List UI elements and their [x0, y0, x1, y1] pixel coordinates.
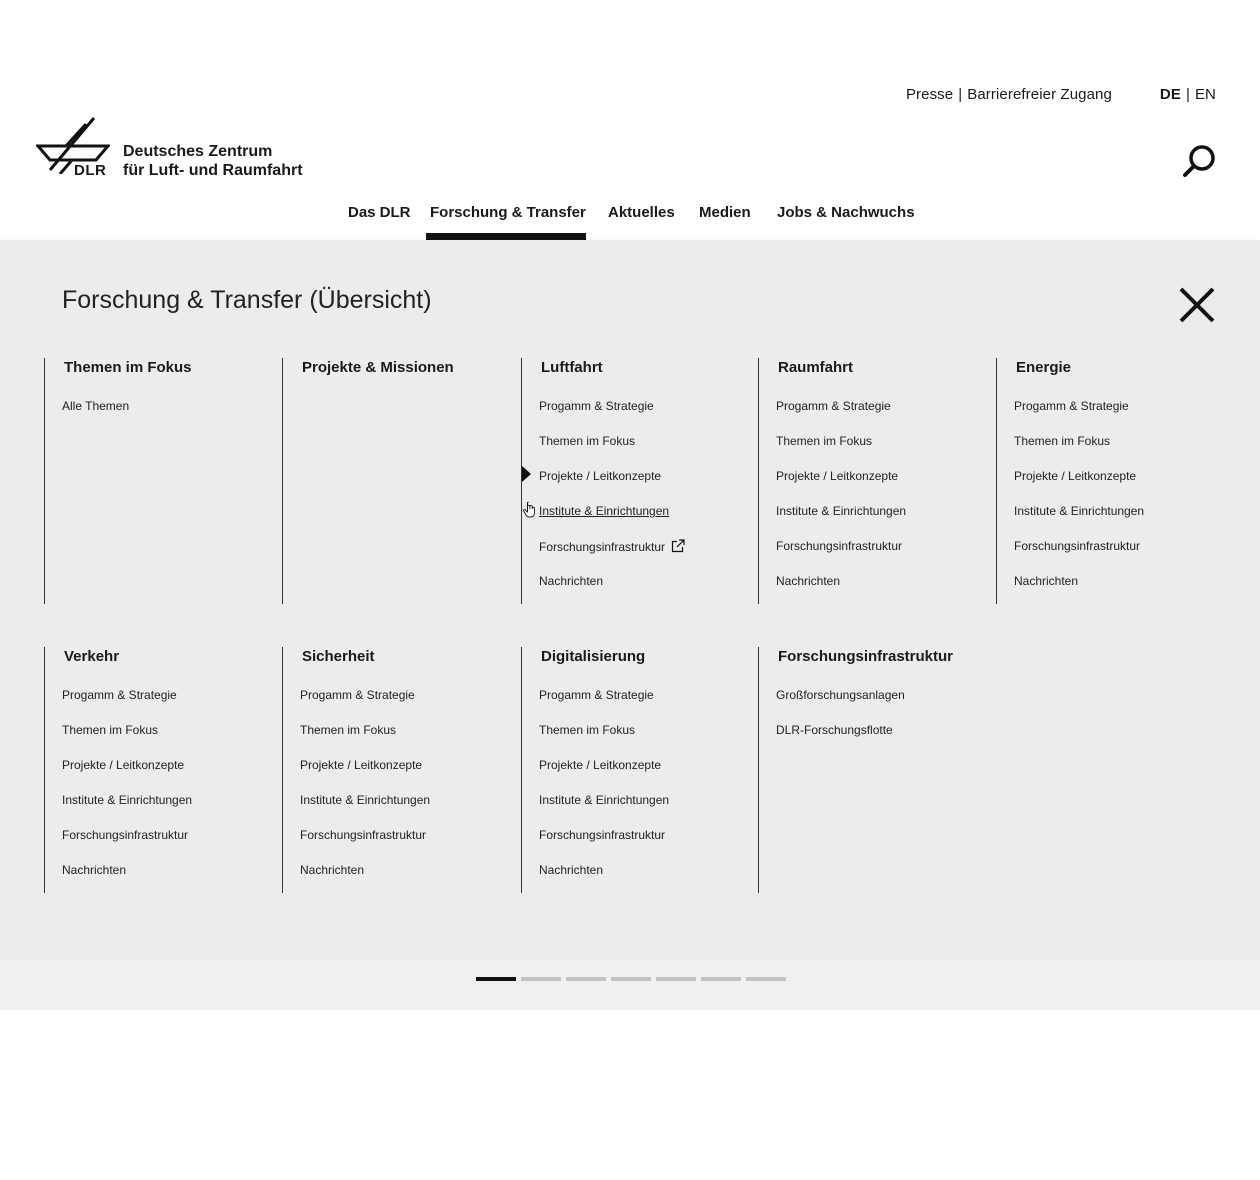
accessibility-link[interactable]: Barrierefreier Zugang	[967, 86, 1112, 103]
utility-bar	[906, 86, 1216, 103]
menu-link[interactable]	[539, 863, 741, 898]
menu-link[interactable]	[539, 539, 741, 574]
menu-column	[521, 647, 741, 893]
menu-link-label: Progamm & Strategie	[776, 399, 891, 413]
pager-dot[interactable]	[476, 977, 516, 981]
menu-link[interactable]	[539, 793, 741, 828]
menu-link[interactable]	[62, 758, 264, 793]
menu-link-label: Themen im Fokus	[539, 434, 636, 448]
menu-link-label: Progamm & Strategie	[300, 688, 415, 702]
menu-link-label: Forschungsinfrastruktur	[1014, 539, 1141, 553]
menu-link-label: DLR-Forschungsflotte	[776, 723, 893, 737]
menu-column	[758, 647, 978, 893]
dlr-logo[interactable]	[36, 116, 326, 182]
menu-column-list	[283, 688, 502, 898]
utility-separator: |	[958, 86, 963, 103]
menu-link-label: Progamm & Strategie	[539, 399, 654, 413]
nav-jobs-nachwuchs[interactable]: Jobs & Nachwuchs	[777, 204, 915, 221]
menu-link-label: Institute & Einrichtungen	[300, 793, 431, 807]
menu-link[interactable]	[1014, 574, 1216, 609]
main-navigation	[0, 204, 1260, 240]
menu-link-label: Forschungsinfrastruktur	[62, 828, 189, 842]
menu-link[interactable]	[776, 574, 978, 609]
menu-link[interactable]	[300, 723, 502, 758]
menu-column-heading[interactable]: Verkehr	[64, 648, 120, 665]
menu-column-heading[interactable]: Luftfahrt	[541, 359, 603, 376]
menu-link[interactable]	[776, 469, 978, 504]
menu-link[interactable]	[776, 539, 978, 574]
menu-link[interactable]	[539, 469, 741, 504]
menu-column-list	[522, 688, 741, 898]
menu-link-label: Nachrichten	[300, 863, 365, 877]
menu-link[interactable]	[62, 793, 264, 828]
menu-column-heading[interactable]: Raumfahrt	[778, 359, 854, 376]
logo-line-2: für Luft- und Raumfahrt	[123, 162, 303, 179]
menu-link[interactable]	[300, 688, 502, 723]
nav-aktuelles[interactable]: Aktuelles	[608, 204, 675, 221]
external-link-icon	[671, 539, 685, 553]
menu-link-label: Themen im Fokus	[776, 434, 873, 448]
menu-link[interactable]	[62, 688, 264, 723]
pager-dots	[476, 977, 786, 981]
menu-link-label: Projekte / Leitkonzepte	[776, 469, 899, 483]
menu-link-label: Institute & Einrichtungen	[1014, 504, 1145, 518]
pager-dot[interactable]	[611, 977, 651, 981]
lang-en[interactable]: EN	[1194, 86, 1216, 103]
menu-link-label: Themen im Fokus	[1014, 434, 1111, 448]
menu-link-label: Alle Themen	[62, 399, 130, 413]
menu-column	[758, 358, 978, 604]
current-item-marker-icon	[522, 466, 531, 482]
pager-dot[interactable]	[656, 977, 696, 981]
language-switch	[1160, 86, 1216, 103]
menu-link[interactable]	[539, 723, 741, 758]
menu-link-label: Progamm & Strategie	[62, 688, 177, 702]
menu-link[interactable]	[300, 758, 502, 793]
menu-link[interactable]	[62, 863, 264, 898]
menu-link[interactable]	[539, 399, 741, 434]
hand-cursor-icon	[523, 501, 537, 519]
menu-link[interactable]	[776, 434, 978, 469]
menu-link[interactable]	[776, 723, 978, 758]
menu-link-label: Nachrichten	[539, 863, 604, 877]
menu-link-label: Forschungsinfrastruktur	[539, 540, 666, 554]
menu-link-label: Projekte / Leitkonzepte	[62, 758, 185, 772]
lang-separator: |	[1185, 86, 1190, 103]
press-link[interactable]: Presse	[905, 86, 954, 103]
menu-link[interactable]	[539, 688, 741, 723]
pager-dot[interactable]	[746, 977, 786, 981]
panel-title[interactable]: Forschung & Transfer (Übersicht)	[62, 286, 432, 314]
pager-dot[interactable]	[701, 977, 741, 981]
menu-column	[44, 647, 264, 893]
menu-link-label: Progamm & Strategie	[539, 688, 654, 702]
menu-link-label: Forschungsinfrastruktur	[776, 539, 903, 553]
pager-dot[interactable]	[521, 977, 561, 981]
menu-column-list	[759, 688, 978, 758]
menu-link-label: Forschungsinfrastruktur	[539, 828, 666, 842]
menu-column	[44, 358, 264, 604]
menu-column	[282, 647, 502, 893]
menu-link-label: Progamm & Strategie	[1014, 399, 1129, 413]
menu-column-list	[997, 399, 1216, 609]
menu-column	[521, 358, 741, 604]
menu-link-label: Nachrichten	[1014, 574, 1079, 588]
lang-de[interactable]: DE	[1159, 86, 1181, 103]
menu-link[interactable]	[539, 758, 741, 793]
menu-link-label: Themen im Fokus	[300, 723, 397, 737]
menu-link-label: Projekte / Leitkonzepte	[1014, 469, 1137, 483]
menu-link-label: Projekte / Leitkonzepte	[539, 469, 662, 483]
menu-column-heading[interactable]: Energie	[1016, 359, 1072, 376]
menu-column-list	[759, 399, 978, 609]
menu-link-label: Institute & Einrichtungen	[539, 793, 670, 807]
menu-column-heading[interactable]: Forschungsinfrastruktur	[778, 648, 954, 665]
menu-link[interactable]	[1014, 399, 1216, 434]
menu-link-label: Institute & Einrichtungen	[62, 793, 193, 807]
menu-link-label: Themen im Fokus	[539, 723, 636, 737]
menu-link[interactable]	[1014, 434, 1216, 469]
menu-link[interactable]	[539, 574, 741, 609]
menu-link-label: Projekte / Leitkonzepte	[539, 758, 662, 772]
menu-link-label: Nachrichten	[539, 574, 604, 588]
menu-link-label: Nachrichten	[62, 863, 127, 877]
menu-link[interactable]	[539, 828, 741, 863]
menu-link[interactable]	[776, 688, 978, 723]
menu-link[interactable]	[300, 828, 502, 863]
menu-link-label: Institute & Einrichtungen	[539, 504, 670, 518]
menu-column-list	[45, 688, 264, 898]
menu-link[interactable]	[1014, 504, 1216, 539]
pager-dot[interactable]	[566, 977, 606, 981]
menu-link-label: Institute & Einrichtungen	[776, 504, 907, 518]
menu-column-list	[45, 399, 264, 434]
menu-column-heading[interactable]: Digitalisierung	[541, 648, 646, 665]
menu-link[interactable]	[776, 399, 978, 434]
slider-pager	[0, 960, 1260, 1010]
menu-link-label: Themen im Fokus	[62, 723, 159, 737]
logo-name	[123, 142, 303, 180]
search-icon[interactable]	[1182, 142, 1218, 178]
menu-column-heading[interactable]: Themen im Fokus	[64, 359, 192, 376]
menu-link-label: Nachrichten	[776, 574, 841, 588]
nav-medien[interactable]: Medien	[699, 204, 751, 221]
menu-link-label: Projekte / Leitkonzepte	[300, 758, 423, 772]
menu-link[interactable]	[62, 723, 264, 758]
close-icon[interactable]	[1178, 286, 1216, 324]
nav-das-dlr[interactable]: Das DLR	[348, 204, 411, 221]
mega-menu-panel	[0, 240, 1260, 960]
menu-link[interactable]	[776, 504, 978, 539]
menu-column	[996, 358, 1216, 604]
menu-column	[282, 358, 502, 604]
menu-column-heading[interactable]: Projekte & Missionen	[302, 359, 454, 376]
menu-link-label: Forschungsinfrastruktur	[300, 828, 427, 842]
logo-abbreviation: DLR	[74, 162, 107, 179]
menu-link[interactable]	[539, 504, 741, 539]
menu-link[interactable]	[300, 793, 502, 828]
menu-link[interactable]	[62, 828, 264, 863]
menu-link[interactable]	[1014, 469, 1216, 504]
menu-column-heading[interactable]: Sicherheit	[302, 648, 375, 665]
menu-column-list	[522, 399, 741, 609]
menu-link-label: Großforschungsanlagen	[776, 688, 905, 702]
logo-line-1: Deutsches Zentrum	[123, 143, 273, 160]
menu-link[interactable]	[62, 399, 264, 434]
nav-forschung-transfer[interactable]: Forschung & Transfer	[430, 204, 586, 240]
menu-link[interactable]	[539, 434, 741, 469]
menu-link[interactable]	[300, 863, 502, 898]
menu-link[interactable]	[1014, 539, 1216, 574]
